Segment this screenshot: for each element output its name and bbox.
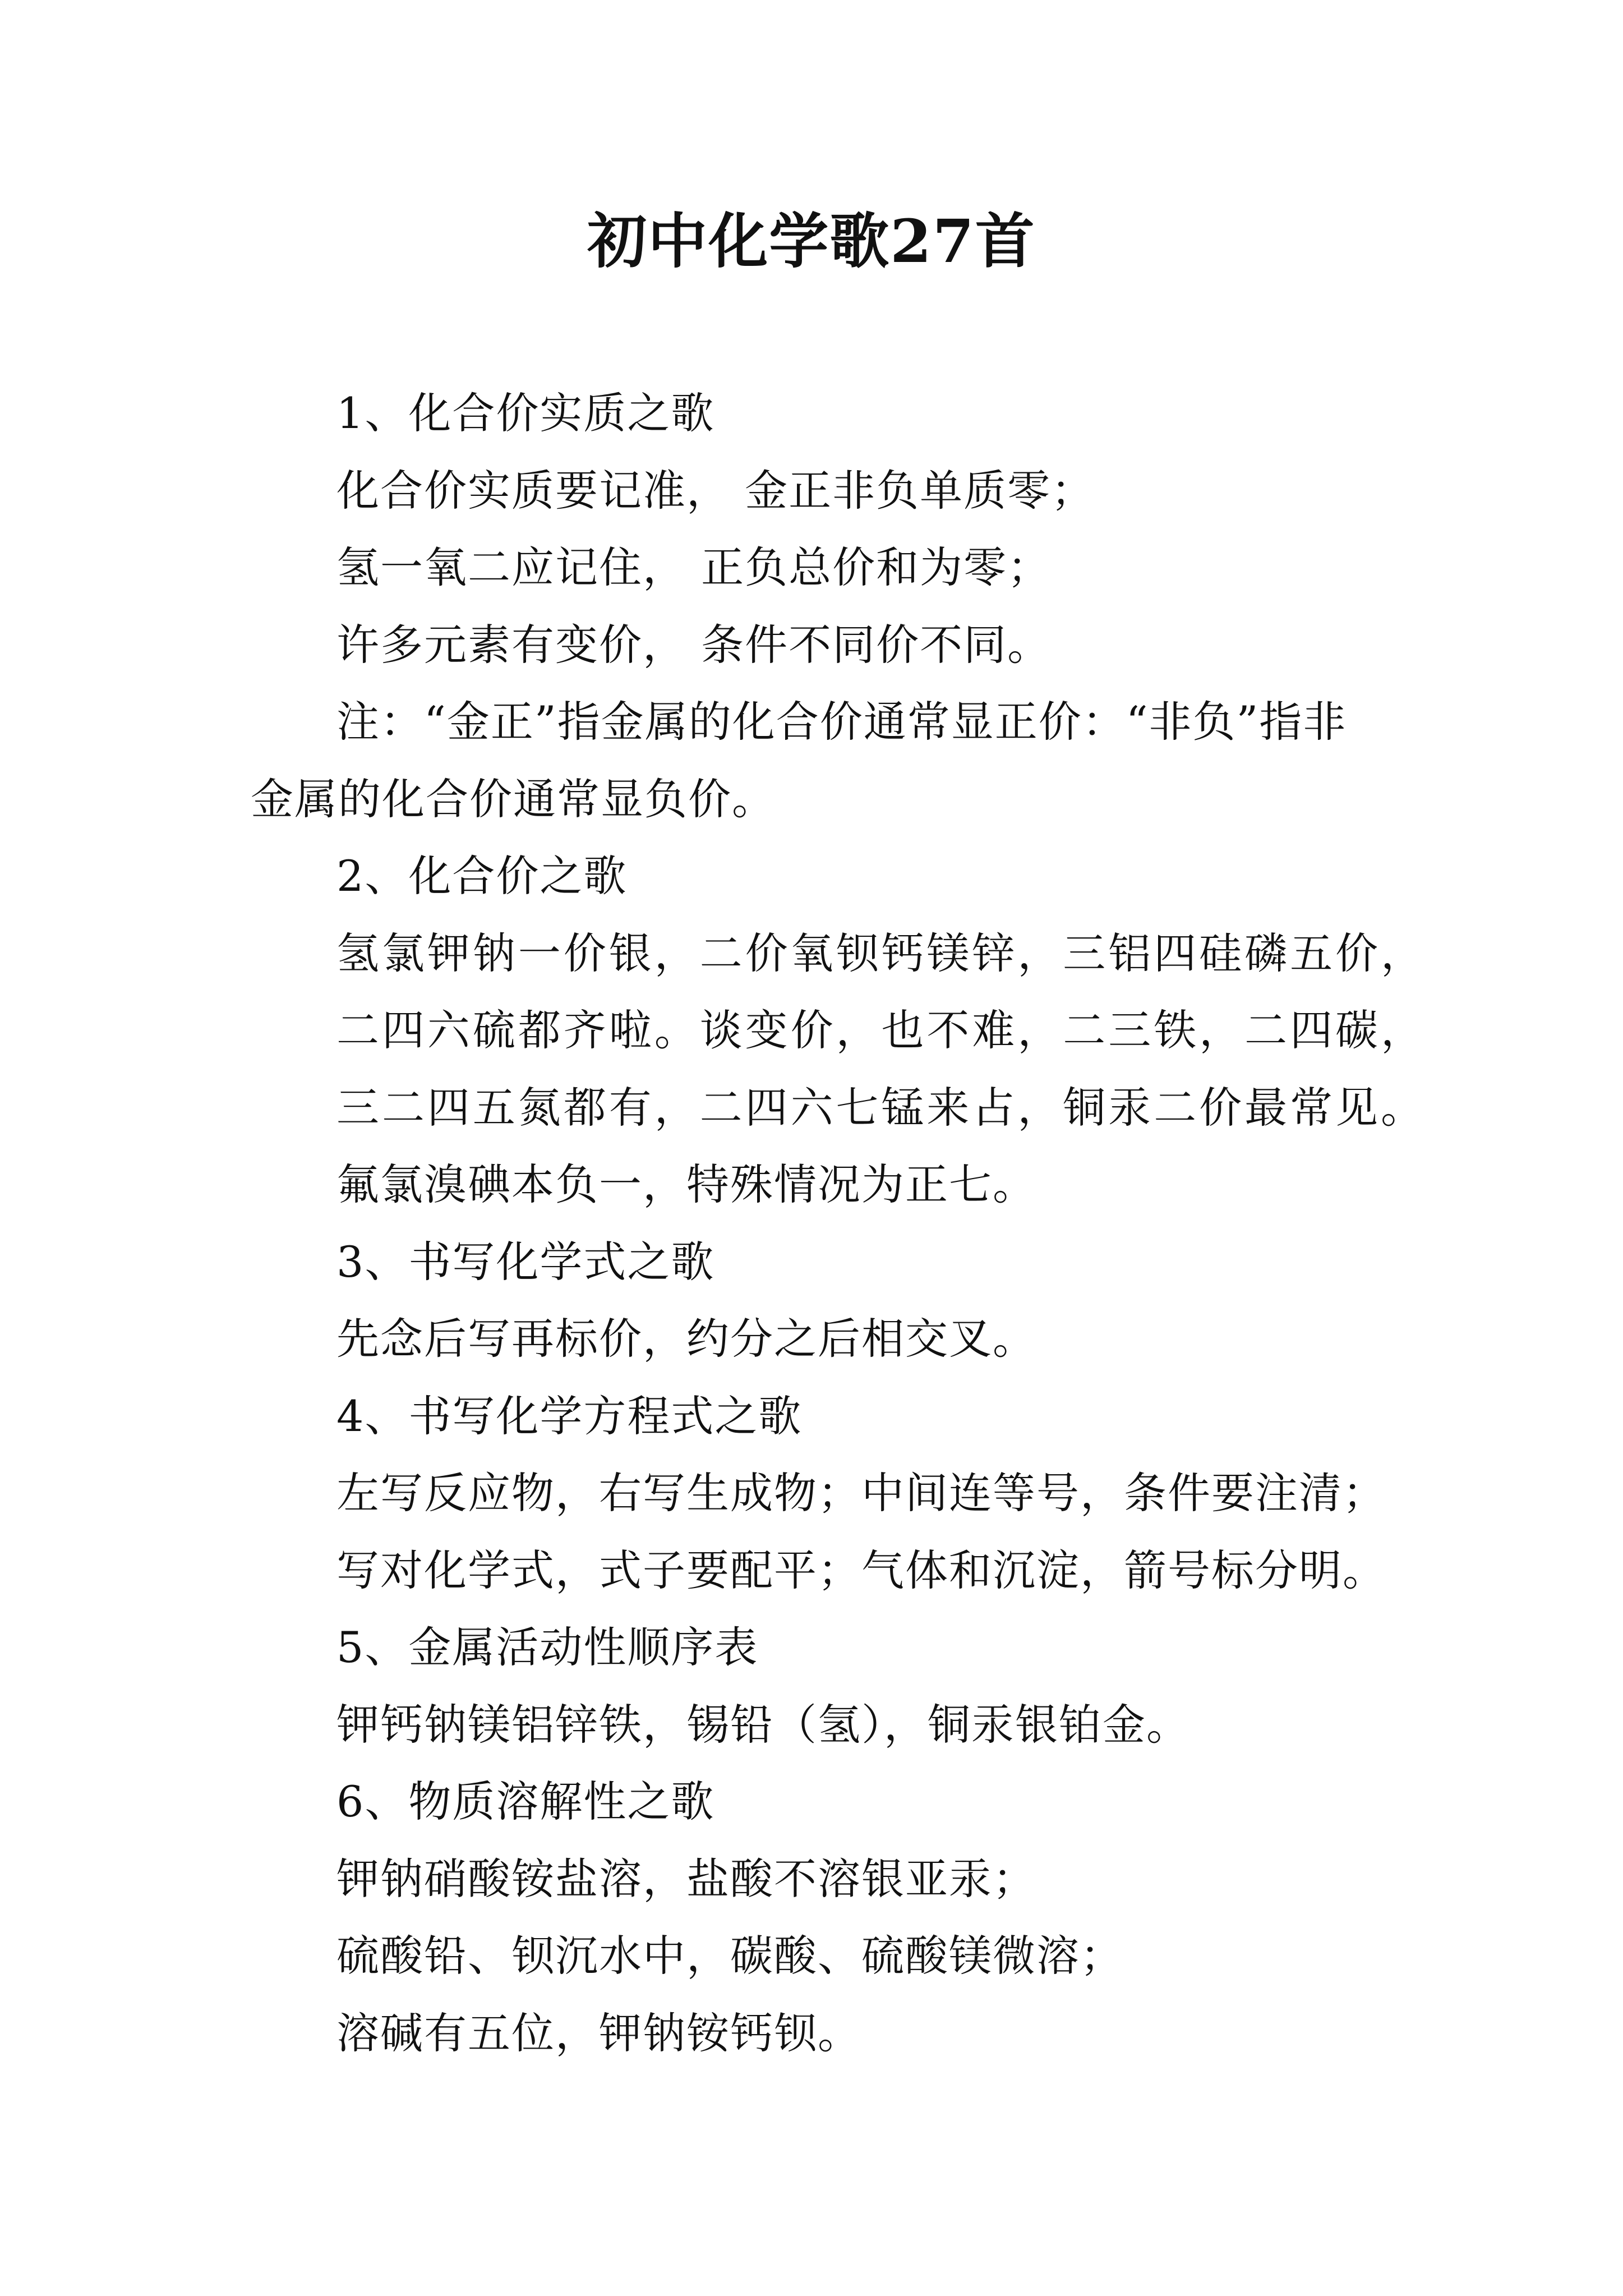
- section-heading-1: 1、化合价实质之歌: [336, 388, 715, 438]
- section-heading-4: 4、书写化学方程式之歌: [336, 1391, 803, 1441]
- note-line: 注：“金正”指金属的化合价通常显正价：“非负”指非: [336, 697, 1347, 747]
- verse-line: 氢一氧二应记住， 正负总价和为零；: [336, 542, 1052, 592]
- section-heading-3: 3、书写化学式之歌: [336, 1236, 715, 1287]
- verse-line: 钾钠硝酸铵盐溶，盐酸不溶银亚汞；: [336, 1853, 1036, 1904]
- document-body: [251, 375, 1424, 2072]
- section-heading-2: 2、化合价之歌: [336, 851, 628, 901]
- verse-line: 先念后写再标价，约分之后相交叉。: [336, 1314, 1036, 1364]
- verse-line: 溶碱有五位，钾钠铵钙钡。: [336, 2008, 861, 2058]
- section-heading-5: 5、金属活动性顺序表: [336, 1622, 759, 1672]
- verse-line: 氢氯钾钠一价银，二价氧钡钙镁锌，三铝四硅磷五价，: [336, 928, 1424, 978]
- verse-line: 氟氯溴碘本负一，特殊情况为正七。: [336, 1159, 1036, 1209]
- section-heading-6: 6、物质溶解性之歌: [336, 1777, 715, 1826]
- verse-line: 写对化学式，式子要配平；气体和沉淀，箭号标分明。: [336, 1545, 1386, 1595]
- note-line-continued: 金属的化合价通常显负价。: [251, 774, 776, 824]
- document-title: 初中化学歌27首: [587, 206, 1036, 276]
- verse-line: 许多元素有变价， 条件不同价不同。: [336, 619, 1052, 670]
- verse-line: 硫酸铅、钡沉水中，碳酸、硫酸镁微溶；: [336, 1931, 1124, 1981]
- verse-line: 三二四五氮都有，二四六七锰来占，铜汞二价最常见。: [336, 1082, 1424, 1133]
- verse-line: 二四六硫都齐啦。谈变价，也不难，二三铁，二四碳，: [336, 1005, 1424, 1055]
- verse-line: 化合价实质要记准， 金正非负单质零；: [336, 465, 1095, 516]
- verse-line: 左写反应物，右写生成物；中间连等号，条件要注清；: [336, 1468, 1386, 1518]
- verse-line: 钾钙钠镁铝锌铁，锡铅（氢），铜汞银铂金。: [336, 1699, 1190, 1750]
